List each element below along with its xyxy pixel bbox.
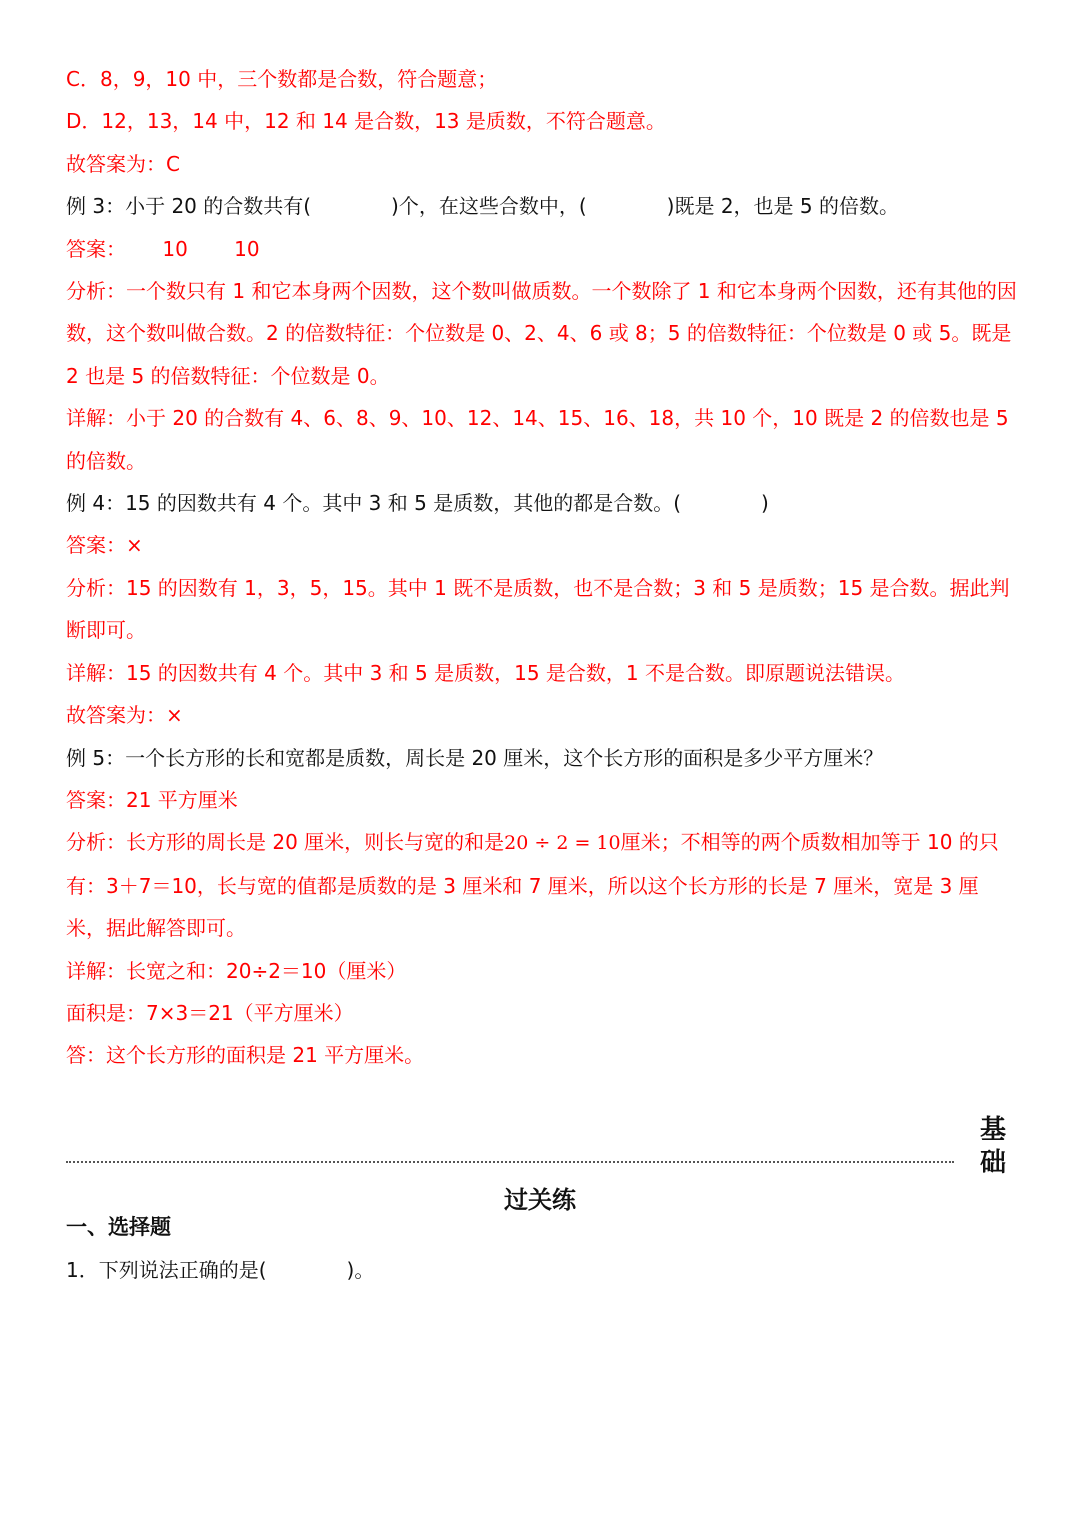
text-line: 分析：一个数只有 1 和它本身两个因数，这个数叫做质数。一个数除了 1 和它本身两个因数，还有其他的因数，这个数叫做合数。2 的倍数特征：个位数是 0、2、4、6 或 8；5 的倍数特征：个位数是 0 或 5。既是 2 也是 5 的倍数特征：个位数是 0。	[66, 279, 1018, 388]
text-line: D．12，13，14 中，12 和 14 是合数，13 是质数，不符合题意。	[66, 109, 666, 134]
solutions-content	[66, 58, 1018, 1077]
solution-lines	[66, 58, 1018, 821]
solution-tail-lines	[66, 950, 1018, 1077]
text-line: 例 5：一个长方形的长和宽都是质数，周长是 20 厘米，这个长方形的面积是多少平方厘米？	[66, 745, 884, 770]
text-line: 面积是：7×3＝21（平方厘米）	[66, 1000, 354, 1025]
question-1: 1．下列说法正确的是( )。	[66, 1258, 375, 1282]
text-line: 答：这个长方形的面积是 21 平方厘米。	[66, 1043, 425, 1068]
text-line: 答案：×	[66, 533, 143, 558]
text-line: 答案：21 平方厘米	[66, 787, 238, 812]
subsection-title: 一、选择题	[66, 1215, 171, 1239]
text-line: C．8，9，10 中，三个数都是合数，符合题意；	[66, 67, 498, 91]
perimeter-formula: 20 ÷ 2 = 10	[504, 832, 621, 855]
section-title: 过关练	[504, 1186, 576, 1214]
text-line: 故答案为：×	[66, 703, 183, 728]
text-line: 故答案为：C	[66, 151, 180, 176]
text-line: 例 4：15 的因数共有 4 个。其中 3 和 5 是质数，其他的都是合数。( )	[66, 491, 769, 516]
text-line: 详解：小于 20 的合数有 4、6、8、9、10、12、14、15、16、18，共 10 个，10 既是 2 的倍数也是 5 的倍数。	[66, 406, 1015, 473]
text-line: 分析：15 的因数有 1，3，5，15。其中 1 既不是质数，也不是合数；3 和 5 是质数；15 是合数。据此判断即可。	[66, 575, 1010, 643]
text-line: 答案： 10 10	[66, 236, 260, 261]
text-line: 详解：15 的因数共有 4 个。其中 3 和 5 是质数，15 是合数，1 不是合数。即原题说法错误。	[66, 660, 906, 685]
analysis-text-after: 厘米；不相等的两个质数相加等于 10 的只有：3＋7＝10，长与宽的值都是质数的是 3 厘米和 7 厘米，所以这个长方形的长是 7 厘米，宽是 3 厘米，据此解答即可。	[66, 830, 999, 941]
side-label: 基础	[979, 1115, 1006, 1178]
analysis-text-before: 分析：长方形的周长是 20 厘米，则长与宽的和是	[66, 830, 505, 855]
text-line: 详解：长宽之和：20÷2＝10（厘米）	[66, 958, 407, 983]
dotted-divider	[66, 1161, 954, 1163]
example-5-analysis	[66, 821, 1018, 949]
text-line: 例 3：小于 20 的合数共有( )个，在这些合数中，( )既是 2，也是 5 的倍数。	[66, 194, 899, 219]
